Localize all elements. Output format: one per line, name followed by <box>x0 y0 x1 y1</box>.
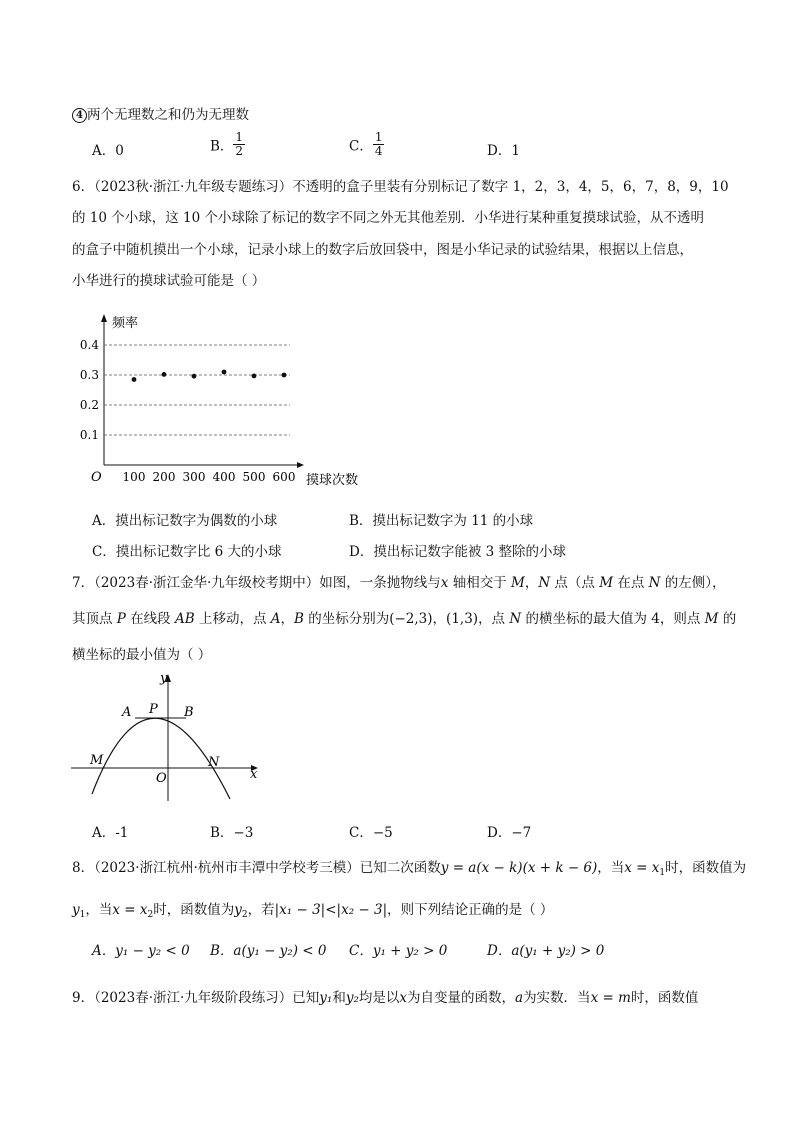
q7-option-a: A．-1 <box>92 825 129 841</box>
q7-option-d: D．−7 <box>487 825 532 841</box>
q8-option-b: B．a(y₁ − y₂) < 0 <box>210 943 327 959</box>
q7-option-b: B．−3 <box>210 825 254 841</box>
x-tick-label: 200 <box>152 470 176 484</box>
data-point <box>132 377 137 382</box>
x-tick-label: 100 <box>122 470 146 484</box>
q6-line-3: 的盒子中随机摸出一个小球，记录小球上的数字后放回袋中，图是小华记录的试验结果，根据以上信息， <box>72 242 693 258</box>
label-o: O <box>156 771 167 786</box>
q6-line-1: 6．（2023秋·浙江·九年级专题练习）不透明的盒子里装有分别标记了数字 1，2，3，4，5，6，7，8，9，10 <box>72 179 729 195</box>
q6-option-b: B．摸出标记数字为 11 的小球 <box>349 513 534 529</box>
q7-option-c: C．−5 <box>349 825 393 841</box>
item-4 <box>72 103 249 123</box>
q6-option-a: A．摸出标记数字为偶数的小球 <box>92 513 278 529</box>
data-point <box>252 374 257 379</box>
circled-number: 4 <box>72 108 87 123</box>
data-point <box>222 370 227 375</box>
q6-line-2: 的 10 个小球，这 10 个小球除了标记的数字不同之外无其他差别．小华进行某种重复摸球试验，从不透明 <box>72 210 705 226</box>
x-tick-label: 400 <box>212 470 236 484</box>
y-axis-arrow <box>101 314 107 322</box>
q7-line-2: 其顶点 P 在线段 AB 上移动，点 A，B 的坐标分别为(−2,3)，(1,3)，点 N 的横坐标的最大值为 4，则点 M 的 <box>72 611 737 627</box>
q7-line-3: 横坐标的最小值为（ ） <box>72 647 212 663</box>
q8-line-2: $y_1$，当$x = x_2$时，函数值为$y_2$，若|x₁ − 3|<|x₂ − 3|，则下列结论正确的是（ ） <box>72 902 554 920</box>
q6-line-4: 小华进行的摸球试验可能是（ ） <box>72 273 266 289</box>
label-y: y <box>160 671 168 686</box>
y-tick-label: 0.2 <box>80 398 99 412</box>
parabola-figure <box>68 668 268 803</box>
fraction-one-quarter: $\frac{1}{4}$ <box>374 130 383 158</box>
q6-option-c: C．摸出标记数字比 6 大的小球 <box>92 544 282 560</box>
x-tick-label: 300 <box>182 470 206 484</box>
label-b: B <box>184 705 194 720</box>
q8-abs-inequality: |x₁ − 3|<|x₂ − 3| <box>274 902 388 918</box>
q5-option-b: B． $\frac{1}{2}$ <box>210 130 244 158</box>
q8-formula: y = a(x − k)(x + k − 6) <box>440 860 598 876</box>
item-4-text: 两个无理数之和仍为无理数 <box>87 107 249 123</box>
label-m: M <box>90 753 104 768</box>
frequency-scatter-chart <box>80 310 380 490</box>
q8-line-1: 8．（2023·浙江杭州·杭州市丰潭中学校考三模）已知二次函数y = a(x − k)(x + k − 6)，当$x = x_1$时，函数值为 <box>72 860 747 878</box>
q5-option-a: A．0 <box>92 143 124 159</box>
q5-option-c: C． $\frac{1}{4}$ <box>349 130 383 158</box>
origin-label: O <box>91 470 102 485</box>
y-tick-label: 0.1 <box>80 428 99 442</box>
q5-option-d: D．1 <box>487 143 520 159</box>
x-axis-arrow <box>297 462 304 468</box>
data-point <box>192 374 197 379</box>
q9-line-1: 9．（2023春·浙江·九年级阶段练习）已知y₁和y₂均是以x为自变量的函数，a为实数．当x = m时，函数值 <box>72 990 699 1006</box>
label-x: x <box>250 767 258 782</box>
data-point <box>282 373 287 378</box>
q7-line-1: 7．（2023春·浙江金华·九年级校考期中）如图，一条抛物线与x 轴相交于 M，N 点（点 M 在点 N 的左侧）， <box>72 575 726 591</box>
q8-option-a: A．y₁ − y₂ < 0 <box>92 943 190 959</box>
q8-option-d: D．a(y₁ + y₂) > 0 <box>487 943 605 959</box>
y-axis-label: 频率 <box>112 316 139 331</box>
x-tick-label: 500 <box>242 470 266 484</box>
data-point <box>162 372 167 377</box>
q6-option-d: D．摸出标记数字能被 3 整除的小球 <box>349 544 566 560</box>
label-p: P <box>149 702 158 717</box>
label-a: A <box>122 705 132 720</box>
y-tick-label: 0.3 <box>80 368 99 382</box>
x-axis-label: 摸球次数 <box>306 473 359 488</box>
x-tick-label: 600 <box>272 470 296 484</box>
fraction-one-half: $\frac{1}{2}$ <box>235 130 244 158</box>
y-tick-label: 0.4 <box>80 338 99 352</box>
q8-option-c: C．y₁ + y₂ > 0 <box>349 943 448 959</box>
label-n: N <box>208 755 220 770</box>
